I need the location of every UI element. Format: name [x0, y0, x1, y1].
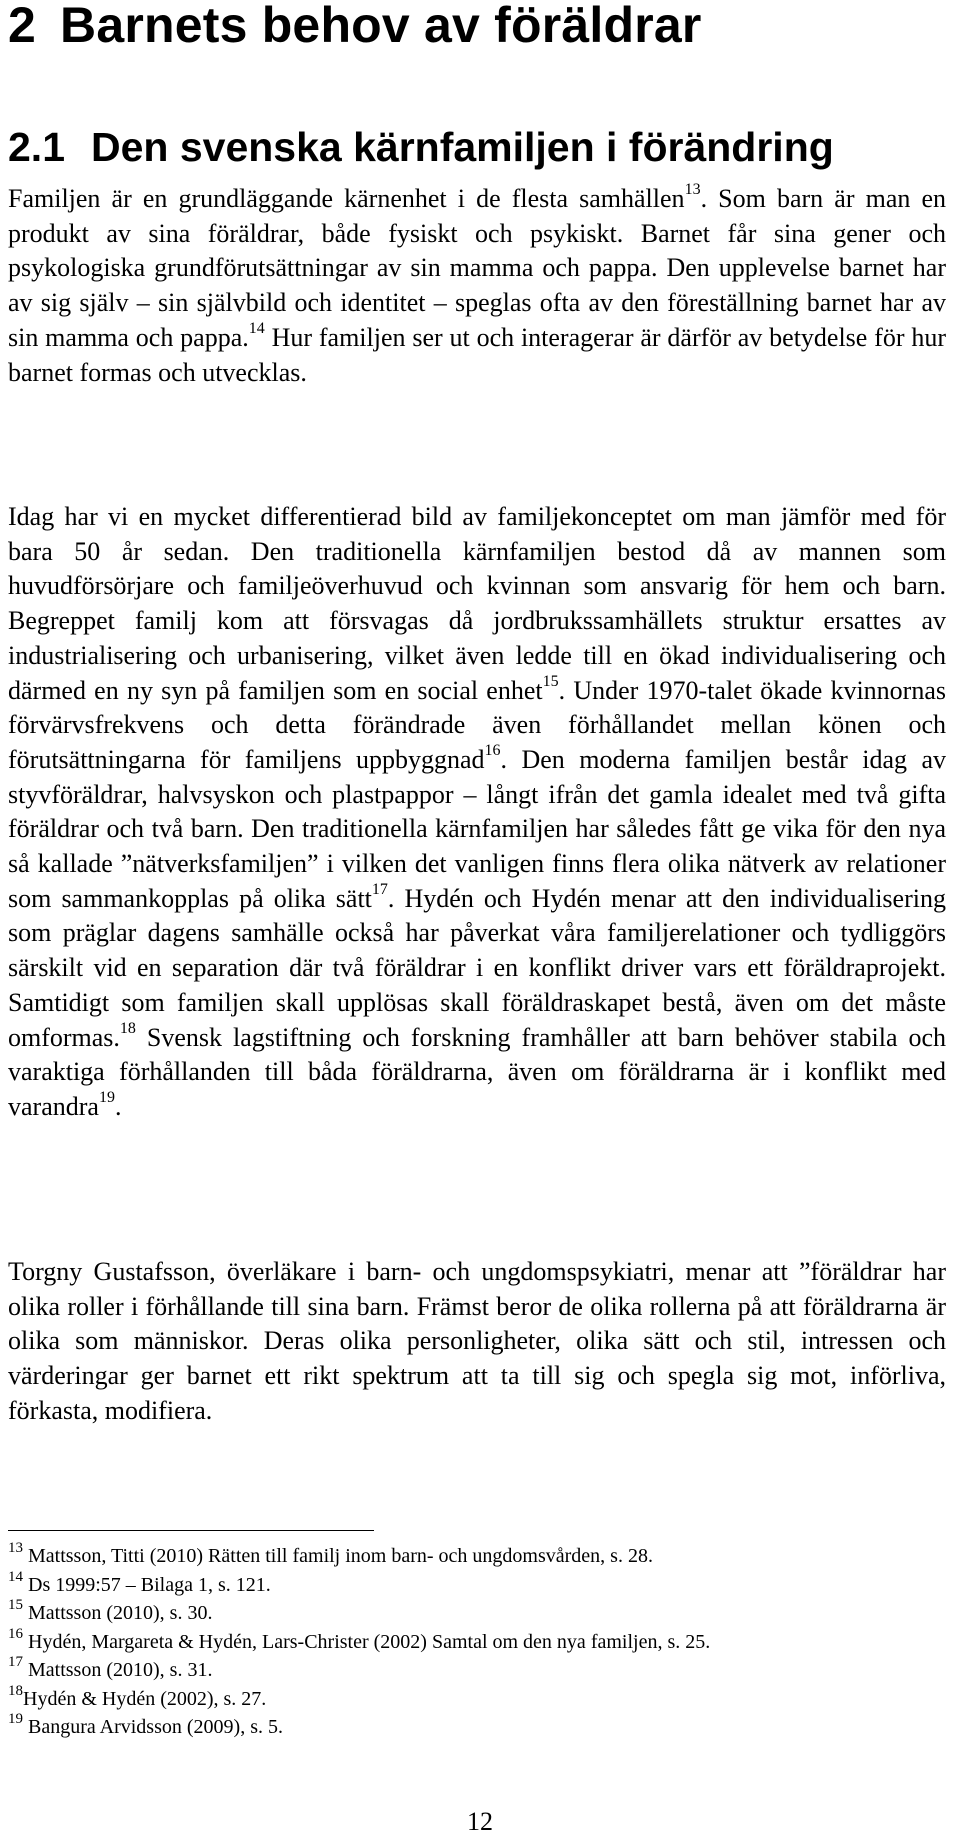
footnote-number: 17 — [8, 1654, 23, 1671]
footnote-item — [8, 1542, 946, 1571]
paragraph-text: Idag har vi en mycket differentierad bild av familjekonceptet om man jämför med för bara 50 år sedan. Den traditionella kärnfamiljen bestod då av mannen som huvudförsörjare och familjeöverhuvud och kvinnan som ansvarig för hem och barn. Begreppet familj kom att försvagas då jordbrukssamhällets struktur ersattes av industrialisering och urbanisering, vilket även ledde till en ökad individualisering och därmed en ny syn på familjen som en social enhet — [8, 502, 946, 705]
footnote-text: Mattsson (2010), s. 30. — [28, 1602, 213, 1624]
footnote-ref-15: 15 — [542, 672, 559, 690]
footnote-number: 19 — [8, 1711, 23, 1728]
footnote-ref-16: 16 — [484, 742, 501, 760]
footnote-item — [8, 1625, 946, 1657]
section-title: Den svenska kärnfamiljen i förändring — [91, 124, 834, 170]
footnote-number: 15 — [8, 1597, 23, 1614]
footnote-text: Ds 1999:57 – Bilaga 1, s. 121. — [28, 1573, 271, 1596]
footnote-number: 18 — [8, 1682, 23, 1699]
paragraph-text: . Den moderna familjen består idag av styvföräldrar, halvsyskon och plastpappor – långt ifrån det gamla idealet med två gifta föräldrar och två barn. Den traditionella kärnfamiljen har således fått ge vika för den nya så kallade ”nätverksfamiljen” i vilken det vanligen finns flera olika nätverk av relationer som sammankopplas på olika sätt — [8, 744, 946, 913]
paragraph-text: Svensk lagstiftning och forskning framhåller att barn behöver stabila och varaktiga förhållanden till båda föräldrarna, även om föräldrarna är i konflikt med varandra — [8, 1022, 946, 1121]
paragraph-1 — [8, 182, 946, 390]
footnote-ref-18: 18 — [119, 1019, 136, 1037]
footnote-number: 13 — [8, 1540, 23, 1557]
footnote-number: 16 — [8, 1625, 23, 1642]
paragraph-text: Torgny Gustafsson, överläkare i barn- och ungdomspsykiatri, menar att ”föräldrar har olika roller i förhållande till sina barn. Främst beror de olika rollerna på att föräldrarna är olika som människor. Deras olika personligheter, olika sätt och stil, intressen och värderingar ger barnet ett rikt spektrum att ta till sig och spegla sig mot, införliva, förkasta, modifiera. — [8, 1257, 946, 1425]
section-heading — [8, 124, 834, 171]
paragraph-text: . Som barn är man en produkt av sina föräldrar, både fysiskt och psykiskt. Barnet får sina gener och psykologiska grundförutsättningar av sin mamma och pappa. Den upplevelse barnet har av sig själv – sin självbild och identitet – speglas ofta av den föreställning barnet har av sin mamma och pappa. — [8, 184, 947, 352]
footnote-text: Mattsson (2010), s. 31. — [28, 1659, 213, 1681]
paragraph-text: . Hydén och Hydén menar att den individualisering som präglar dagens samhälle också har påverkat våra familjerelationer och tydliggörs särskilt vid en separation där två föräldrar i en konflikt driver vars ett föräldraprojekt. Samtidigt som familjen skall upplösas skall föräldraskapet bestå, även om det måste omformas. — [8, 883, 946, 1052]
section-number: 2.1 — [8, 124, 65, 170]
chapter-heading — [8, 0, 702, 54]
chapter-title: Barnets behov av föräldrar — [60, 0, 702, 53]
paragraph-text: . — [114, 1091, 122, 1121]
footnote-item — [8, 1713, 946, 1742]
footnote-text: Hydén, Margareta & Hydén, Lars-Christer (2002) Samtal om den nya familjen, s. 25. — [28, 1630, 711, 1653]
footnote-item — [8, 1656, 946, 1685]
paragraph-text: . Under 1970-talet ökade kvinnornas förvärvsfrekvens och detta förändrade även förhållandet mellan könen och förutsättningarna för familjens uppbyggnad — [8, 675, 946, 774]
chapter-number: 2 — [8, 0, 37, 53]
footnote-item — [8, 1568, 946, 1600]
paragraph-3 — [8, 1255, 946, 1429]
page-number: 12 — [467, 1807, 493, 1836]
footnote-text: Bangura Arvidsson (2009), s. 5. — [28, 1716, 283, 1738]
footnote-item — [8, 1682, 946, 1714]
footnote-list — [8, 1542, 946, 1742]
footnote-separator — [8, 1530, 374, 1531]
footnote-ref-14: 14 — [248, 320, 265, 338]
footnote-text: Mattsson, Titti (2010) Rätten till familj inom barn- och ungdomsvården, s. 28. — [28, 1545, 653, 1567]
paragraph-text: Hur familjen ser ut och interagerar är därför av betydelse för hur barnet formas och utvecklas. — [8, 322, 946, 387]
footnote-ref-17: 17 — [371, 881, 388, 899]
paragraph-2 — [8, 500, 946, 1125]
footnote-ref-13: 13 — [684, 181, 701, 199]
footnote-number: 14 — [8, 1568, 23, 1585]
footnote-ref-19: 19 — [98, 1089, 115, 1107]
footnote-item — [8, 1599, 946, 1628]
paragraph-text: Familjen är en grundläggande kärnenhet i de flesta samhällen — [8, 184, 685, 213]
footnote-text: Hydén & Hydén (2002), s. 27. — [23, 1687, 267, 1710]
